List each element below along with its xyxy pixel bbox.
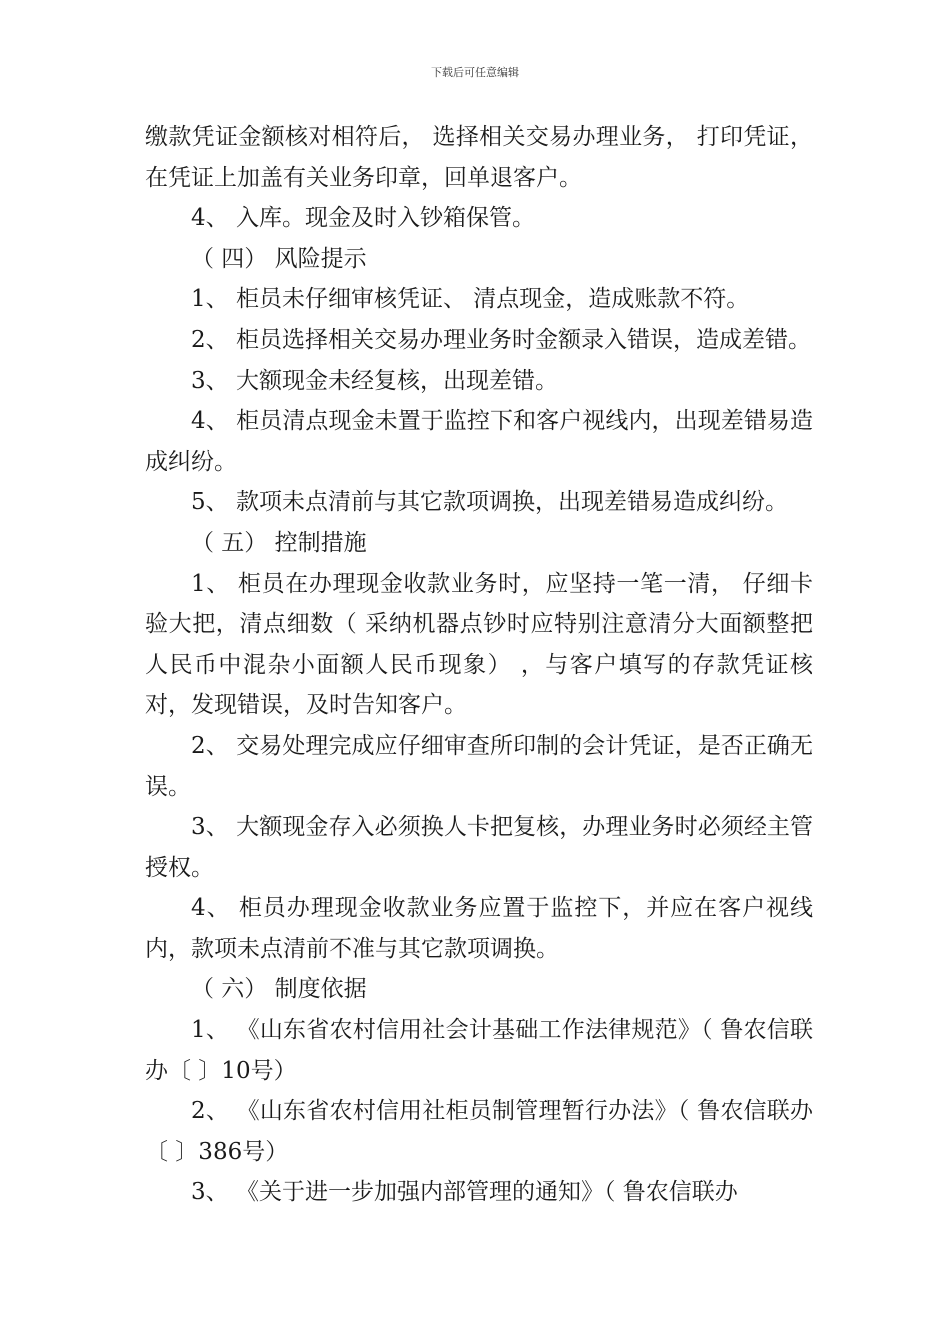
paragraph-risk-2: 2、 柜员选择相关交易办理业务时金额录入错误，造成差错。 [191, 326, 811, 353]
section-heading-regulation-basis: （ 六） 制度依据 [191, 976, 367, 1003]
paragraph-regulation-2: 2、 《山东省农村信用社柜员制管理暂行办法》（ 鲁农信联办〔 〕386号） [145, 1098, 813, 1165]
paragraph-control-2: 2、 交易处理完成应仔细审查所印制的会计凭证，是否正确无误。 [145, 732, 813, 800]
document-body [145, 117, 813, 1213]
paragraph-risk-5: 5、 款项未点清前与其它款项调换，出现差错易造成纠纷。 [191, 489, 788, 516]
paragraph-risk-4: 4、 柜员清点现金未置于监控下和客户视线内，出现差错易造成纠纷。 [145, 408, 813, 475]
paragraph-risk-1: 1、 柜员未仔细审核凭证、 清点现金，造成账款不符。 [191, 286, 750, 313]
paragraph-voucher-check: 缴款凭证金额核对相符后， 选择相关交易办理业务， 打印凭证，在凭证上加盖有关业务印章，回单退客户。 [145, 124, 813, 191]
paragraph-risk-3: 3、 大额现金未经复核，出现差错。 [191, 367, 558, 394]
page-header-note: 下载后可任意编辑 [431, 66, 519, 79]
paragraph-regulation-1: 1、 《山东省农村信用社会计基础工作法律规范》（ 鲁农信联办〔 〕10号） [145, 1017, 813, 1084]
paragraph-control-3: 3、 大额现金存入必须换人卡把复核，办理业务时必须经主管授权。 [145, 814, 813, 881]
paragraph-control-1: 1、 柜员在办理现金收款业务时，应坚持一笔一清， 仔细卡验大把，清点细数（ 采纳机器点钞时应特别注意清分大面额整把人民币中混杂小面额人民币现象） ，与客户填写的存款凭证核对，发现错误，及时告知客户。 [145, 570, 813, 719]
paragraph-regulation-3: 3、 《关于进一步加强内部管理的通知》（ 鲁农信联办 [191, 1179, 738, 1206]
paragraph-step-4-storage: 4、 入库。现金及时入钞箱保管。 [191, 205, 535, 232]
paragraph-control-4: 4、 柜员办理现金收款业务应置于监控下，并应在客户视线内，款项未点清前不准与其它款项调换。 [145, 895, 813, 962]
section-heading-risk-tips: （ 四） 风险提示 [191, 245, 367, 272]
section-heading-control-measures: （ 五） 控制措施 [191, 529, 367, 556]
